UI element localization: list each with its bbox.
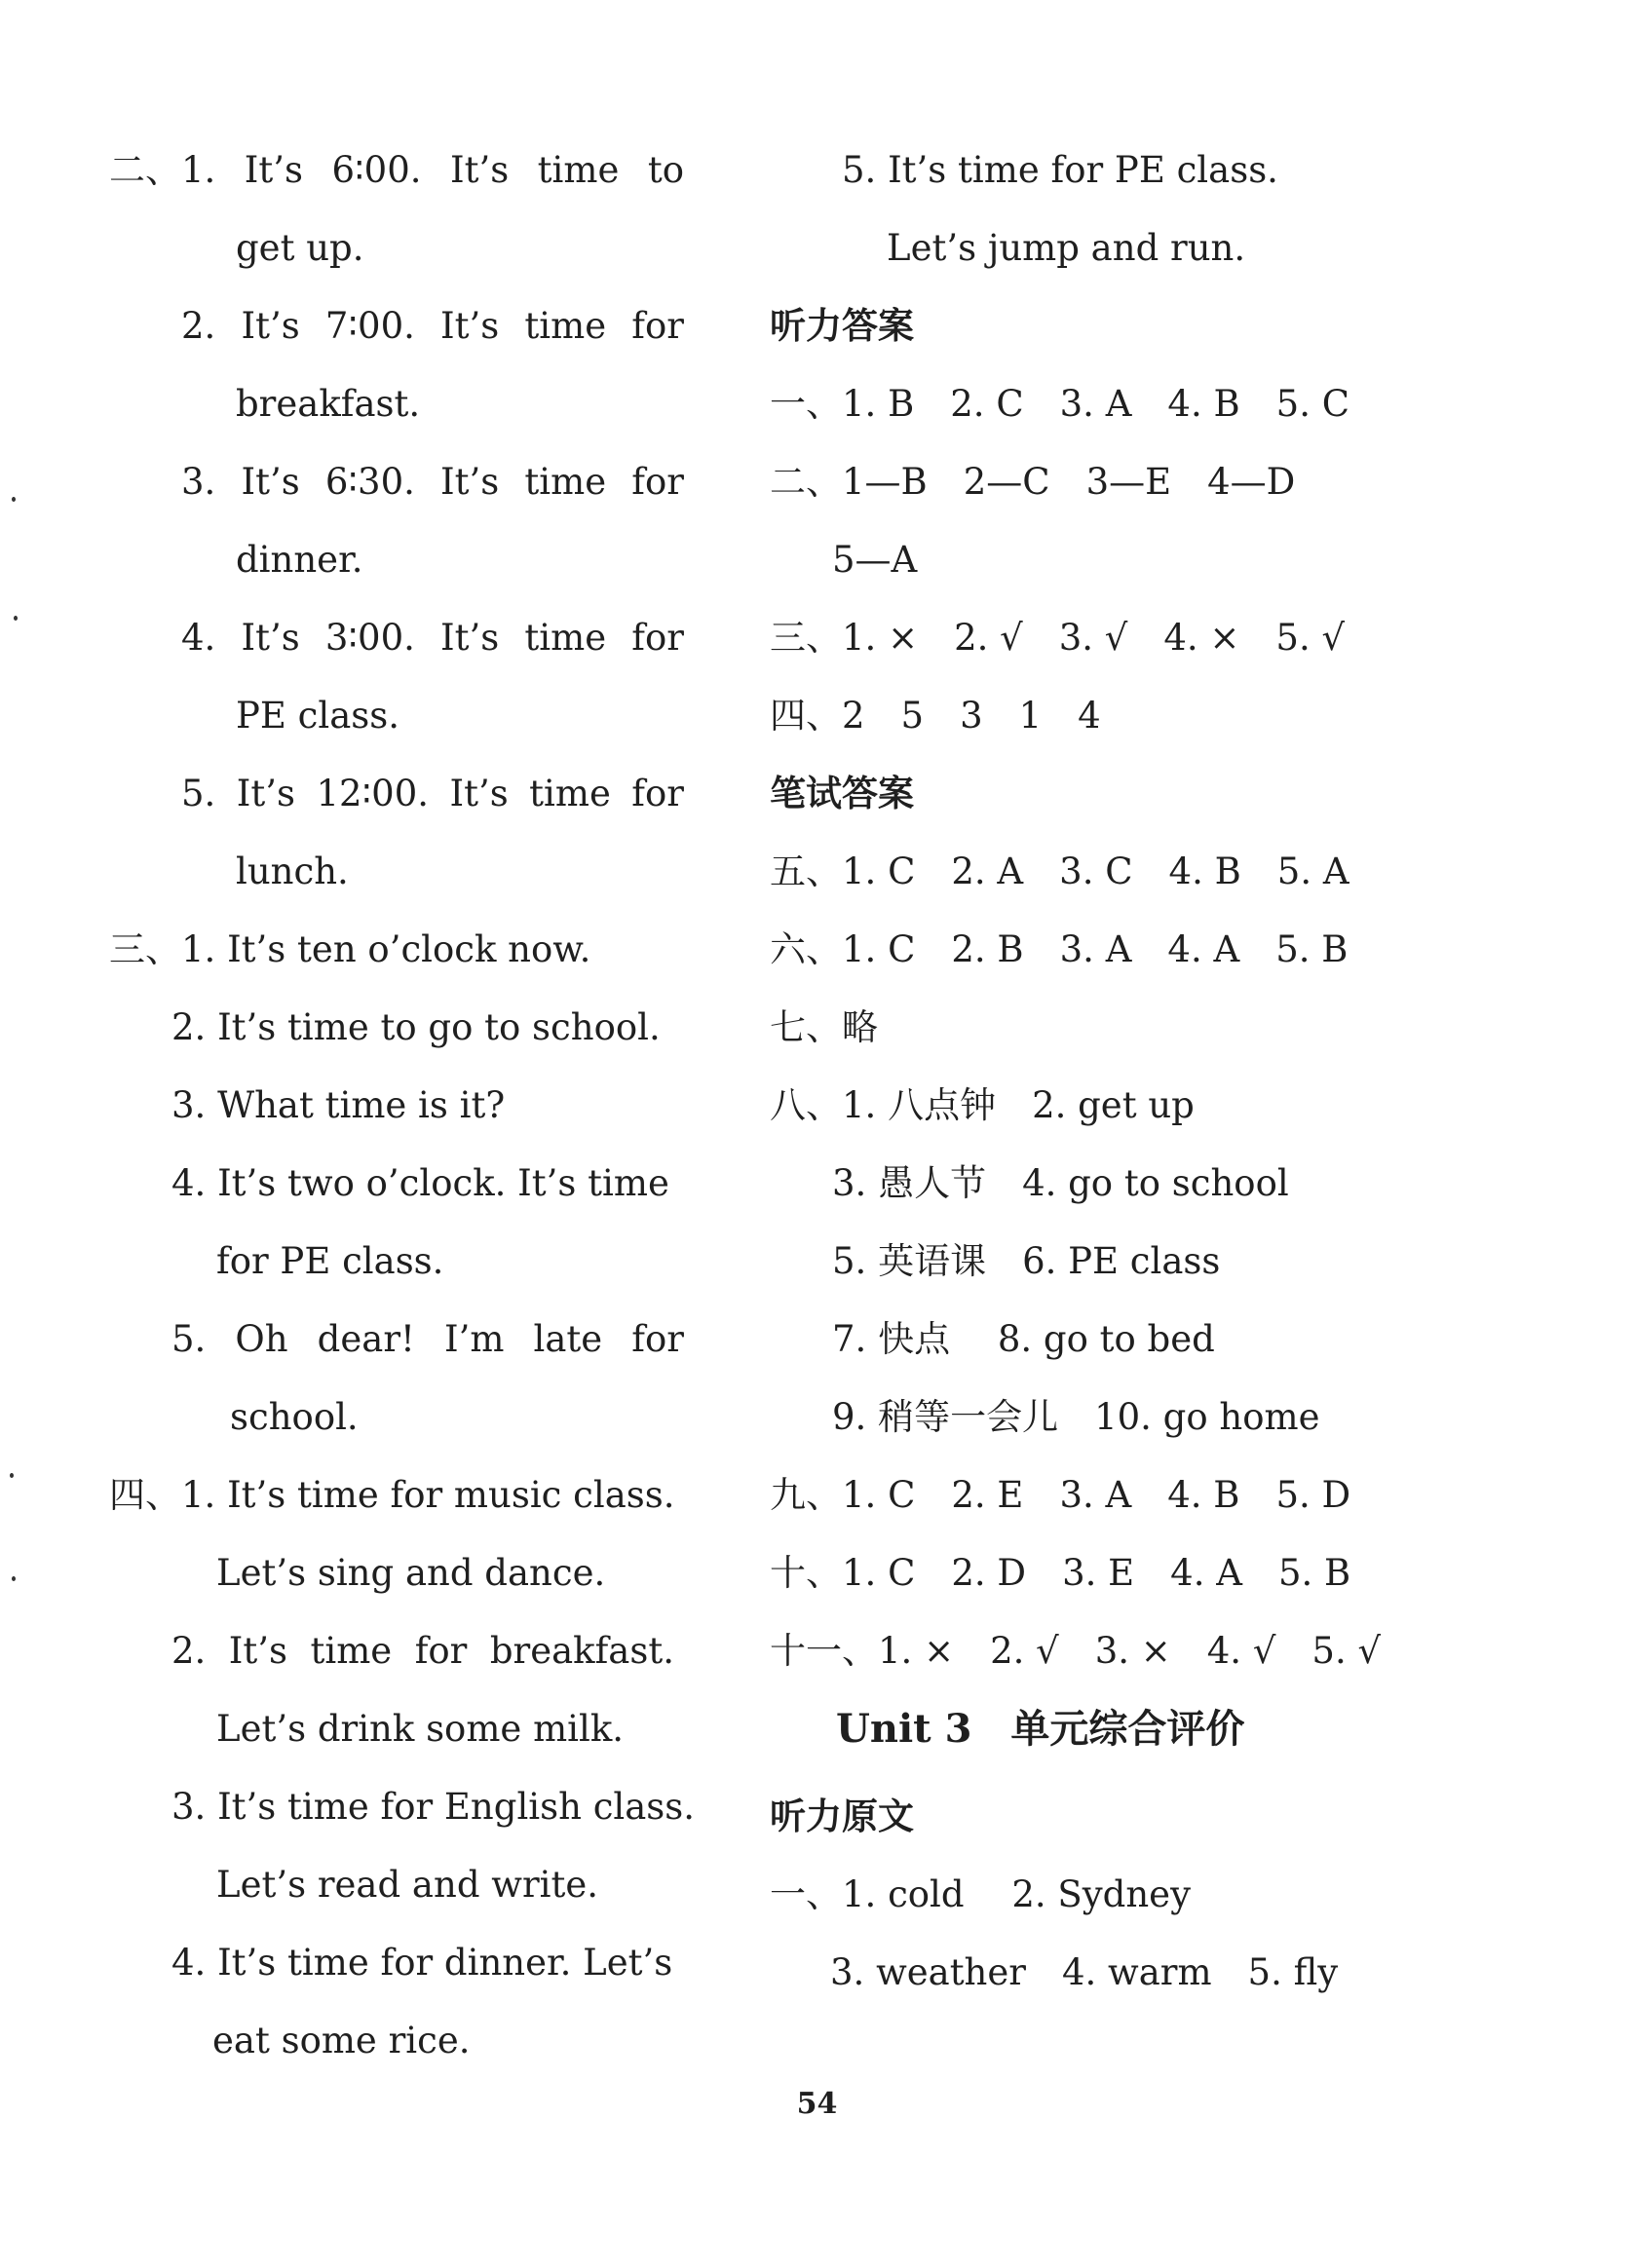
text: 3∶00. [324, 617, 415, 659]
text: It’s [241, 305, 300, 347]
text: for [631, 773, 684, 814]
scan-speck [10, 1473, 14, 1478]
answer-line: 二、1—B 2—C 3—E 4—D [770, 461, 1296, 503]
section-heading-listening-answers: 听力答案 [770, 305, 914, 347]
text: for [631, 1318, 684, 1360]
answer-line: 十、1. C 2. D 3. E 4. A 5. B [770, 1552, 1351, 1594]
answer-line: 4. It’s time for dinner. Let’s [171, 1942, 673, 1984]
scan-speck [14, 616, 18, 621]
text: It’s [449, 149, 510, 191]
text: It’s [241, 461, 300, 503]
text: time [524, 617, 607, 659]
answer-line [181, 614, 684, 662]
text: time [524, 305, 607, 347]
text: 二、1. [109, 149, 216, 191]
text: 5. [171, 1318, 207, 1360]
answer-line [171, 1315, 684, 1364]
answer-line: 3. weather 4. warm 5. fly [830, 1951, 1339, 1993]
answer-line: 五、1. C 2. A 3. C 4. B 5. A [770, 850, 1349, 892]
answer-line: Let’s drink some milk. [216, 1708, 625, 1750]
answer-line: 5. It’s time for PE class. [842, 149, 1278, 191]
text: Oh [235, 1318, 288, 1360]
text: 7∶00. [324, 305, 415, 347]
answer-line [109, 146, 684, 195]
section-heading-listening-script: 听力原文 [770, 1796, 914, 1837]
scan-speck [12, 497, 16, 502]
answer-line: 一、1. B 2. C 3. A 4. B 5. C [770, 383, 1350, 425]
text: time [537, 149, 620, 191]
scan-speck [12, 1576, 16, 1581]
text: 6∶30. [324, 461, 415, 503]
text: It’s [440, 305, 500, 347]
answer-line: for PE class. [216, 1240, 444, 1282]
answer-line: eat some rice. [212, 2020, 471, 2061]
text: for [631, 617, 684, 659]
answer-line: 2. It’s time to go to school. [171, 1006, 661, 1048]
text: It’s [440, 461, 500, 503]
text: It’s [228, 1630, 288, 1672]
answer-line: 7. 快点 8. go to bed [832, 1318, 1215, 1360]
text: It’s [449, 773, 509, 814]
answer-line: 八、1. 八点钟 2. get up [770, 1084, 1195, 1126]
text: 12∶00. [316, 773, 430, 814]
answer-line [181, 770, 684, 818]
text: for [631, 305, 684, 347]
text: breakfast. [489, 1630, 674, 1672]
answer-line: 三、1. × 2. √ 3. √ 4. × 5. √ [770, 617, 1346, 659]
text: 5. [181, 773, 216, 814]
answer-line: 3. What time is it? [171, 1084, 506, 1126]
text: I’m [443, 1318, 505, 1360]
answer-line [181, 458, 684, 507]
answer-line: 四、1. It’s time for music class. [109, 1474, 675, 1516]
text: It’s [440, 617, 500, 659]
text: 2. [171, 1630, 207, 1672]
answer-line: 四、2 5 3 1 4 [770, 695, 1101, 737]
answer-line: lunch. [236, 850, 349, 892]
text: for [414, 1630, 468, 1672]
text: time [529, 773, 611, 814]
answer-line: 一、1. cold 2. Sydney [770, 1873, 1191, 1915]
answer-line: 七、略 [770, 1006, 878, 1048]
answer-line: 十一、1. × 2. √ 3. × 4. √ 5. √ [770, 1630, 1382, 1672]
answer-line: get up. [236, 227, 364, 269]
text: It’s [244, 149, 304, 191]
text: dear! [317, 1318, 415, 1360]
answer-line: Let’s read and write. [216, 1864, 598, 1906]
answer-line: Let’s jump and run. [887, 227, 1246, 269]
answer-line [171, 1627, 674, 1676]
answer-line: 5. 英语课 6. PE class [832, 1240, 1221, 1282]
text: late [533, 1318, 603, 1360]
answer-line: Let’s sing and dance. [216, 1552, 606, 1594]
text: It’s [241, 617, 300, 659]
answer-line: 三、1. It’s ten o’clock now. [109, 928, 591, 970]
answer-line: 3. 愚人节 4. go to school [832, 1162, 1289, 1204]
answer-line: school. [230, 1396, 359, 1438]
answer-line: 3. It’s time for English class. [171, 1786, 696, 1828]
text: time [524, 461, 607, 503]
text: to [647, 149, 684, 191]
text: for [631, 461, 684, 503]
answer-line: 六、1. C 2. B 3. A 4. A 5. B [770, 928, 1349, 970]
answer-line: 九、1. C 2. E 3. A 4. B 5. D [770, 1474, 1351, 1516]
page-number: 54 [796, 2087, 838, 2121]
answer-line: PE class. [236, 695, 400, 737]
answer-line: 9. 稍等一会儿 10. go home [832, 1396, 1320, 1438]
text: 2. [181, 305, 216, 347]
text: 4. [181, 617, 216, 659]
answer-line: 5—A [832, 539, 918, 581]
text: 6∶00. [331, 149, 422, 191]
unit-title: Unit 3 单元综合评价 [836, 1706, 1245, 1752]
answer-line: dinner. [236, 539, 363, 581]
answer-line: breakfast. [236, 383, 421, 425]
section-heading-written-answers: 笔试答案 [770, 773, 914, 814]
answer-line: 4. It’s two o’clock. It’s time [171, 1162, 669, 1204]
text: It’s [236, 773, 295, 814]
text: 3. [181, 461, 216, 503]
text: time [310, 1630, 393, 1672]
answer-line [181, 302, 684, 351]
